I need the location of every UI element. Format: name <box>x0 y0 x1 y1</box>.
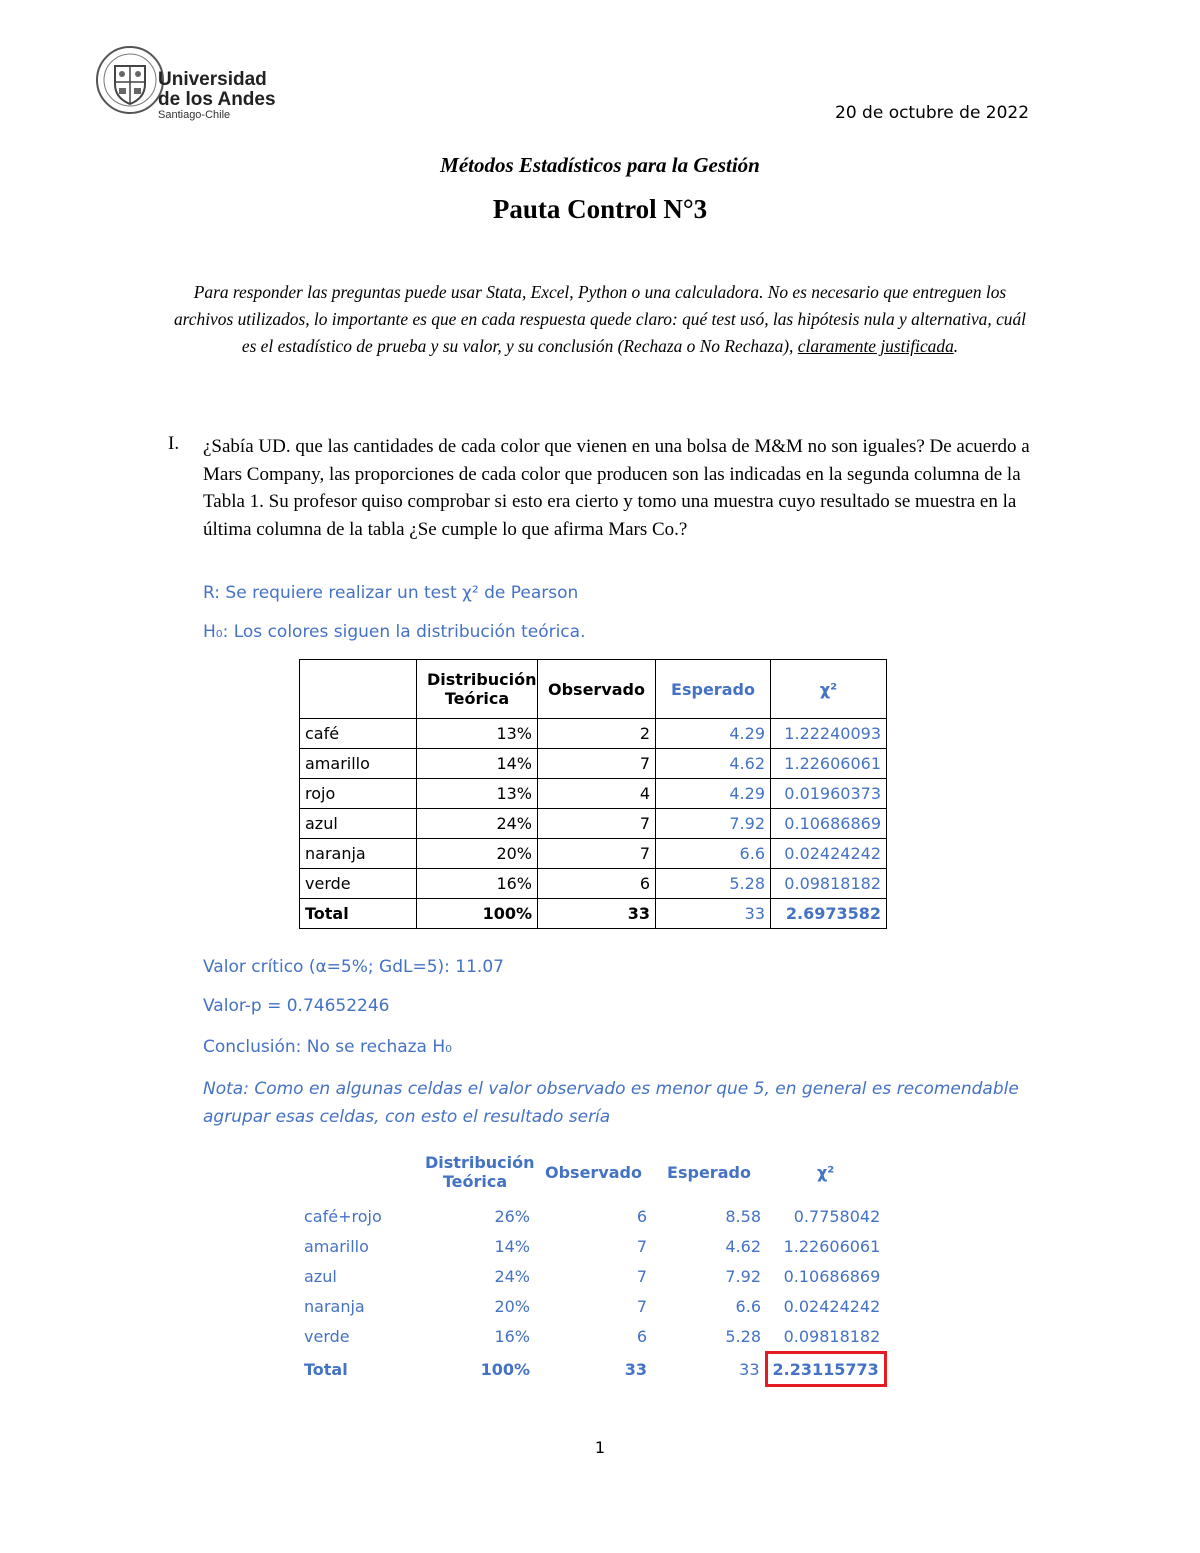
table-row <box>300 779 887 809</box>
row-chi2: 0.02424242 <box>783 1296 881 1316</box>
conclusion-line <box>203 1037 452 1057</box>
row-observed: 6 <box>636 1206 647 1226</box>
row-expected: 6.6 <box>735 1296 761 1316</box>
row-theoretical: 13% <box>417 719 538 749</box>
header-cell-theoretical: Distribución Teórica <box>417 660 538 719</box>
row-observed: 7 <box>538 749 656 779</box>
university-name-line2: de los Andes <box>158 89 276 110</box>
instructions-paragraph <box>165 279 1035 360</box>
row-observed: 6 <box>636 1327 647 1347</box>
row-expected: 7.92 <box>656 809 771 839</box>
row-chi2: 0.09818182 <box>783 1326 881 1346</box>
header-cell-empty <box>299 1143 415 1201</box>
row-theoretical: 16% <box>417 869 538 899</box>
critical-value-line <box>203 957 504 977</box>
row-expected: 5.28 <box>725 1327 761 1347</box>
row-theoretical: 24% <box>417 809 538 839</box>
total-theoretical: 100% <box>417 899 538 929</box>
row-theoretical: 20% <box>417 839 538 869</box>
total-theoretical: 100% <box>480 1359 530 1379</box>
chi-square-table <box>299 659 887 929</box>
row-chi2: 0.10686869 <box>783 1266 881 1286</box>
p-value-line: Valor-p = 0.74652246 <box>203 996 390 1016</box>
note-label: Nota: <box>203 1079 249 1099</box>
row-label: verde <box>304 1327 350 1347</box>
row-chi2: 0.7758042 <box>793 1206 881 1226</box>
document-date: 20 de octubre de 2022 <box>835 103 1030 123</box>
note-text: Como en algunas celdas el valor observado es menor que 5, en general es recomendable agrupar esas celdas, con esto el resultado sería <box>203 1079 1019 1127</box>
header-cell-theoretical: Distribución Teórica <box>425 1153 535 1191</box>
conclusion-text: No se rechaza H₀ <box>301 1037 452 1057</box>
critical-value: 11.07 <box>449 957 504 977</box>
row-observed: 7 <box>636 1236 647 1256</box>
total-expected: 33 <box>739 1359 760 1379</box>
grouped-chi-square-table <box>299 1143 887 1387</box>
row-chi2: 1.22240093 <box>771 719 887 749</box>
header-cell-expected: Esperado <box>656 660 771 719</box>
conclusion-label: Conclusión: <box>203 1037 302 1057</box>
row-expected: 7.92 <box>725 1266 761 1286</box>
university-name-line1: Universidad <box>158 69 267 90</box>
row-chi2: 1.22606061 <box>783 1236 881 1256</box>
instructions-end: . <box>953 336 959 356</box>
total-observed: 33 <box>624 1359 647 1379</box>
total-expected: 33 <box>656 899 771 929</box>
row-chi2: 0.01960373 <box>771 779 887 809</box>
header-cell-empty <box>300 660 417 719</box>
row-observed: 7 <box>538 809 656 839</box>
row-observed: 7 <box>636 1266 647 1286</box>
total-observed: 33 <box>538 899 656 929</box>
total-chi2-highlighted: 2.6973582 <box>771 899 887 929</box>
table-total-row <box>299 1353 885 1386</box>
h0-text: Los colores siguen la distribución teórica. <box>228 622 586 642</box>
row-expected: 4.62 <box>725 1236 761 1256</box>
row-label: azul <box>304 1266 337 1286</box>
header-cell-chi2: χ² <box>771 660 887 719</box>
total-chi2-highlighted: 2.23115773 <box>766 1353 885 1386</box>
row-theoretical: 26% <box>494 1206 530 1226</box>
question-number: I. <box>168 433 180 454</box>
row-label: amarillo <box>300 749 417 779</box>
table-row <box>299 1291 885 1321</box>
row-theoretical: 20% <box>494 1296 530 1316</box>
row-observed: 6 <box>538 869 656 899</box>
critical-label: Valor crítico (α=5%; GdL=5): <box>203 957 450 977</box>
instructions-underlined: claramente justificada <box>797 336 954 356</box>
table-row <box>300 749 887 779</box>
university-name <box>158 70 276 110</box>
h0-label: H₀: <box>203 622 229 642</box>
table-row <box>300 809 887 839</box>
university-seal-logo <box>95 42 165 118</box>
row-observed: 7 <box>636 1296 647 1316</box>
document-title: Pauta Control N°3 <box>492 194 708 224</box>
row-expected: 4.29 <box>656 719 771 749</box>
table-row <box>300 839 887 869</box>
row-expected: 4.62 <box>656 749 771 779</box>
table-row <box>299 1201 885 1231</box>
row-label: café+rojo <box>304 1206 382 1226</box>
row-expected: 8.58 <box>725 1206 761 1226</box>
row-observed: 7 <box>538 839 656 869</box>
note-paragraph <box>203 1075 1033 1131</box>
row-chi2: 1.22606061 <box>771 749 887 779</box>
table-row <box>300 869 887 899</box>
row-observed: 4 <box>538 779 656 809</box>
table-header-row <box>300 660 887 719</box>
header-cell-expected: Esperado <box>667 1162 751 1182</box>
university-city: Santiago-Chile <box>158 109 231 121</box>
table-total-row <box>300 899 887 929</box>
table-row <box>299 1231 885 1261</box>
row-label: rojo <box>300 779 417 809</box>
header-cell-observed: Observado <box>538 660 656 719</box>
instructions-text: Para responder las preguntas puede usar Stata, Excel, Python o una calculadora. No es necesario que entreguen los archivos utilizados, lo importante es que en cada respuesta quede claro: qué test usó, las hipótesis nula y alternativa, cuál es el estadístico de prueba y su valor, y su conclusión (Rechaza o No Rechaza), <box>173 282 1027 356</box>
row-label: amarillo <box>304 1236 369 1256</box>
total-label: Total <box>304 1359 348 1379</box>
row-label: verde <box>300 869 417 899</box>
row-chi2: 0.09818182 <box>771 869 887 899</box>
row-label: naranja <box>300 839 417 869</box>
row-expected: 6.6 <box>656 839 771 869</box>
row-label: azul <box>300 809 417 839</box>
answer-test-line: R: Se requiere realizar un test χ² de Pearson <box>203 583 579 603</box>
header-cell-chi2: χ² <box>816 1162 835 1182</box>
page-number: 1 <box>594 1438 606 1457</box>
row-theoretical: 14% <box>417 749 538 779</box>
row-expected: 5.28 <box>656 869 771 899</box>
table-row <box>300 719 887 749</box>
row-label: naranja <box>304 1296 365 1316</box>
row-expected: 4.29 <box>656 779 771 809</box>
total-label: Total <box>300 899 417 929</box>
null-hypothesis-line <box>203 622 585 642</box>
row-theoretical: 13% <box>417 779 538 809</box>
table-header-row <box>299 1143 885 1201</box>
table-row <box>299 1321 885 1353</box>
row-theoretical: 16% <box>494 1327 530 1347</box>
course-title: Métodos Estadísticos para la Gestión <box>440 153 760 177</box>
row-chi2: 0.10686869 <box>771 809 887 839</box>
header-cell-observed: Observado <box>545 1162 642 1182</box>
row-chi2: 0.02424242 <box>771 839 887 869</box>
row-theoretical: 14% <box>494 1236 530 1256</box>
question-text: ¿Sabía UD. que las cantidades de cada color que vienen en una bolsa de M&M no son iguales? De acuerdo a Mars Company, las proporciones de cada color que producen son las indicadas en la segunda columna de la Tabla 1. Su profesor quiso comprobar si esto era cierto y tomo una muestra cuyo resultado se muestra en la última columna de la tabla ¿Se cumple lo que afirma Mars Co.? <box>203 436 1030 540</box>
row-observed: 2 <box>538 719 656 749</box>
row-theoretical: 24% <box>494 1266 530 1286</box>
table-row <box>299 1261 885 1291</box>
row-label: café <box>300 719 417 749</box>
